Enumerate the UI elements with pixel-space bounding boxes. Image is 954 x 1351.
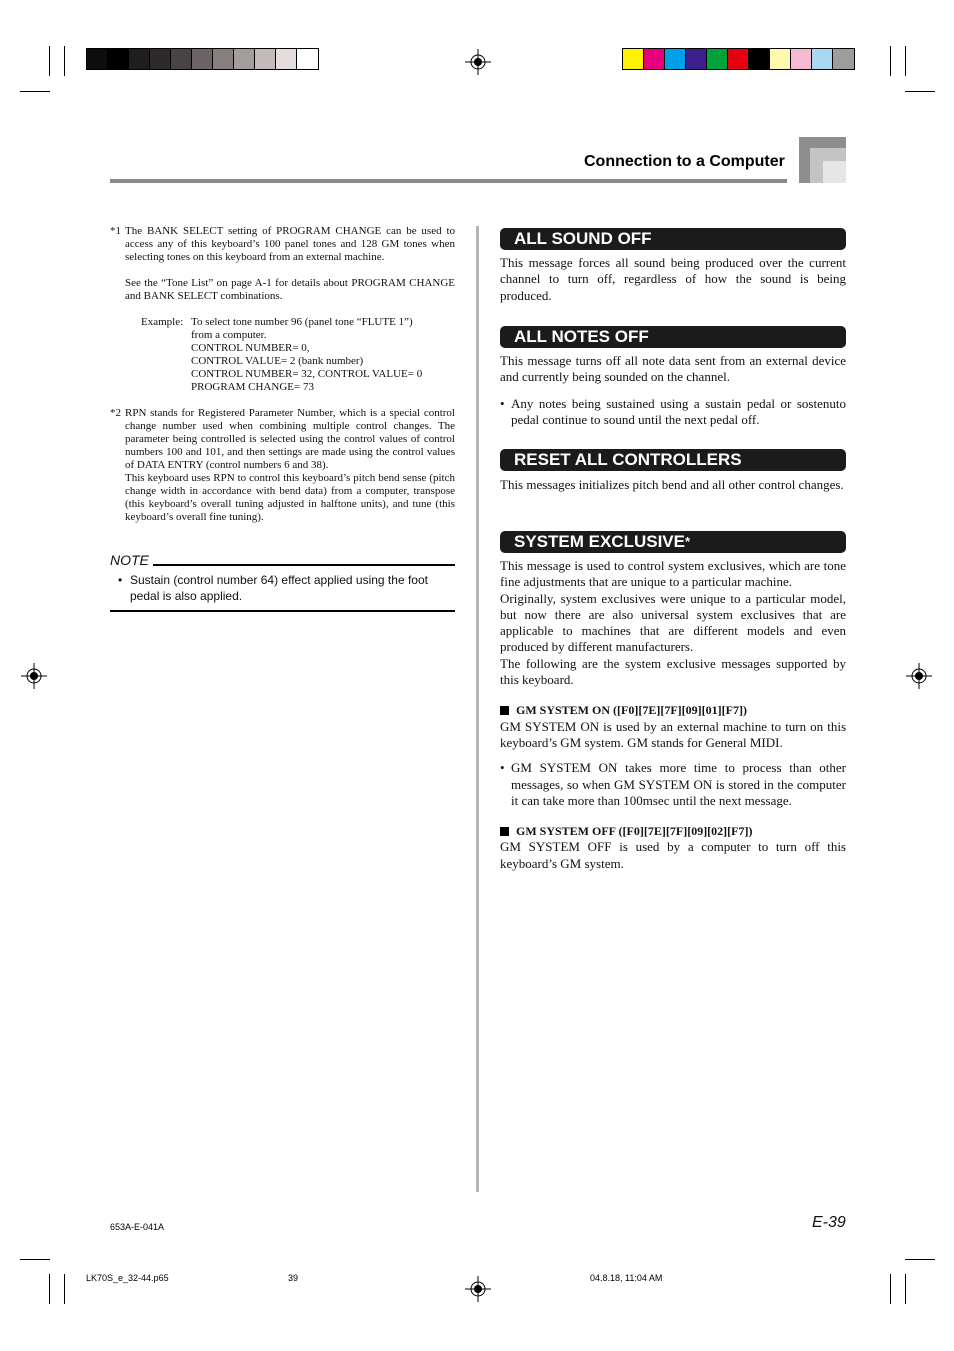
footnote-see-text: See the “Tone List” on page A-1 for details about PROGRAM CHANGE and BANK SELECT combinations. (125, 277, 455, 302)
color-swatch (770, 49, 791, 69)
color-swatch (234, 49, 255, 69)
footnote-text: This keyboard uses RPN to control this keyboard’s pitch bend sense (pitch change width in accordance with bend data) from a computer, transpose (this keyboard’s overall tuning adjusted in halftone units), and tune (this keyboard’s overall fine tuning). (125, 472, 455, 523)
note-body (110, 568, 455, 610)
footnote-marker: *1 (110, 225, 121, 237)
footnote-marker: * (684, 534, 691, 549)
section-heading-all-sound-off: ALL SOUND OFF (500, 228, 846, 250)
example-label: Example: (141, 316, 184, 328)
file-page-number: 39 (288, 1273, 299, 1283)
color-swatch (213, 49, 234, 69)
subheading-text: GM SYSTEM OFF ([F0][7E][7F][09][02][F7]) (516, 824, 753, 839)
example-line: To select tone number 96 (panel tone “FLUTE 1”) (191, 316, 413, 328)
footnotes-column (110, 225, 455, 524)
square-bullet-icon (500, 827, 509, 836)
footnote-text: RPN stands for Registered Parameter Number, which is a special control change number used when combining multiple control changes. The parameter being controlled is selected using the control values of control numbers 100 and 101, and then settings are made using the control values of DATA ENTRY (control numbers 6 and 38). (125, 407, 455, 471)
footnote-2 (110, 407, 455, 524)
note-text: Sustain (control number 64) effect applied using the foot pedal is also applied. (130, 573, 428, 603)
color-swatch (171, 49, 192, 69)
paragraph: GM SYSTEM ON is used by an external machine to turn on this keyboard’s GM system. GM stands for General MIDI. (500, 718, 846, 750)
bullet-item (500, 760, 846, 809)
page-title: Connection to a Computer (584, 153, 785, 170)
color-swatch (297, 49, 318, 69)
section-body-all-sound-off (500, 255, 846, 304)
color-swatch (276, 49, 297, 69)
footnote-marker: *2 (110, 407, 121, 419)
example-block (125, 316, 455, 394)
color-swatch (192, 49, 213, 69)
color-swatch (833, 49, 854, 69)
color-swatch (749, 49, 770, 69)
document-code: 653A-E-041A (110, 1222, 165, 1232)
color-swatch (686, 49, 707, 69)
section-body-all-notes-off (500, 353, 846, 428)
note-title: NOTE (110, 552, 149, 568)
example-line: CONTROL NUMBER= 0, (191, 342, 310, 354)
paragraph: This message forces all sound being produced over the current channel to turn off, regardless of how the sound is being produced. (500, 255, 846, 303)
corner-tab-graphic (799, 137, 846, 183)
registration-mark-icon (906, 663, 932, 689)
color-swatch (644, 49, 665, 69)
note-title-rule (153, 564, 455, 566)
example-line: from a computer. (191, 329, 267, 341)
bullet-item (500, 396, 846, 429)
note-header (110, 552, 455, 568)
square-bullet-icon (500, 706, 509, 715)
registration-mark-icon (465, 49, 491, 75)
color-swatch (150, 49, 171, 69)
color-swatch (87, 49, 108, 69)
color-swatch (255, 49, 276, 69)
bullet: • (118, 573, 123, 587)
column-divider (476, 226, 479, 1192)
color-calibration-bar (622, 48, 855, 70)
subheading-gm-system-on (500, 702, 846, 718)
bullet-text: Any notes being sustained using a sustain pedal or sostenuto pedal continue to sound until the next pedal off. (511, 395, 846, 427)
color-swatch (665, 49, 686, 69)
color-swatch (812, 49, 833, 69)
color-swatch (108, 49, 129, 69)
gray-scale-bar (86, 48, 319, 70)
paragraph: This message turns off all note data sent from an external device and currently being sounded on the channel. (500, 353, 846, 385)
color-swatch (129, 49, 150, 69)
paragraph: GM SYSTEM OFF is used by a computer to turn off this keyboard’s GM system. (500, 839, 846, 871)
section-heading-reset-all-controllers: RESET ALL CONTROLLERS (500, 449, 846, 471)
file-name: LK70S_e_32-44.p65 (86, 1273, 169, 1283)
footnote-1 (110, 225, 455, 394)
paragraph: The following are the system exclusive messages supported by this keyboard. (500, 655, 846, 688)
section-heading-all-notes-off: ALL NOTES OFF (500, 326, 846, 348)
color-swatch (791, 49, 812, 69)
section-title: SYSTEM EXCLUSIVE (514, 532, 685, 551)
color-swatch (623, 49, 644, 69)
color-swatch (707, 49, 728, 69)
header-rule (110, 179, 787, 183)
registration-mark-icon (465, 1276, 491, 1302)
page-number: E-39 (812, 1214, 846, 1231)
section-body-reset-all-controllers (500, 477, 846, 493)
example-line: CONTROL VALUE= 2 (bank number) (191, 355, 364, 367)
section-heading-system-exclusive (500, 531, 846, 553)
subheading-gm-system-off (500, 823, 846, 839)
paragraph: Originally, system exclusives were unique to a particular model, but now there are also universal system exclusives that are applicable to machines that are different models and even produced by different manufacturers. (500, 590, 846, 655)
note-bottom-rule (110, 610, 455, 612)
subheading-text: GM SYSTEM ON ([F0][7E][7F][09][01][F7]) (516, 703, 747, 718)
example-line: PROGRAM CHANGE= 73 (191, 381, 314, 393)
footnote-text: The BANK SELECT setting of PROGRAM CHANGE can be used to access any of this keyboard’s 100 panel tones and 128 GM tones when selecting tones on this keyboard from an external machine. (125, 225, 455, 263)
registration-mark-icon (21, 663, 47, 689)
timestamp: 04.8.18, 11:04 AM (590, 1273, 663, 1283)
paragraph: This messages initializes pitch bend and all other control changes. (500, 477, 844, 492)
example-line: CONTROL NUMBER= 32, CONTROL VALUE= 0 (191, 368, 423, 380)
bullet: • (500, 760, 505, 776)
color-swatch (728, 49, 749, 69)
note-box (110, 552, 455, 612)
paragraph: This message is used to control system exclusives, which are tone fine adjustments that are unique to a particular machine. (500, 558, 846, 590)
bullet-text: GM SYSTEM ON takes more time to process than other messages, so when GM SYSTEM ON is stored in the computer it can take more than 100msec until the next message. (511, 760, 846, 808)
section-body-system-exclusive (500, 558, 846, 872)
bullet: • (500, 395, 505, 411)
example-lines (191, 316, 422, 394)
